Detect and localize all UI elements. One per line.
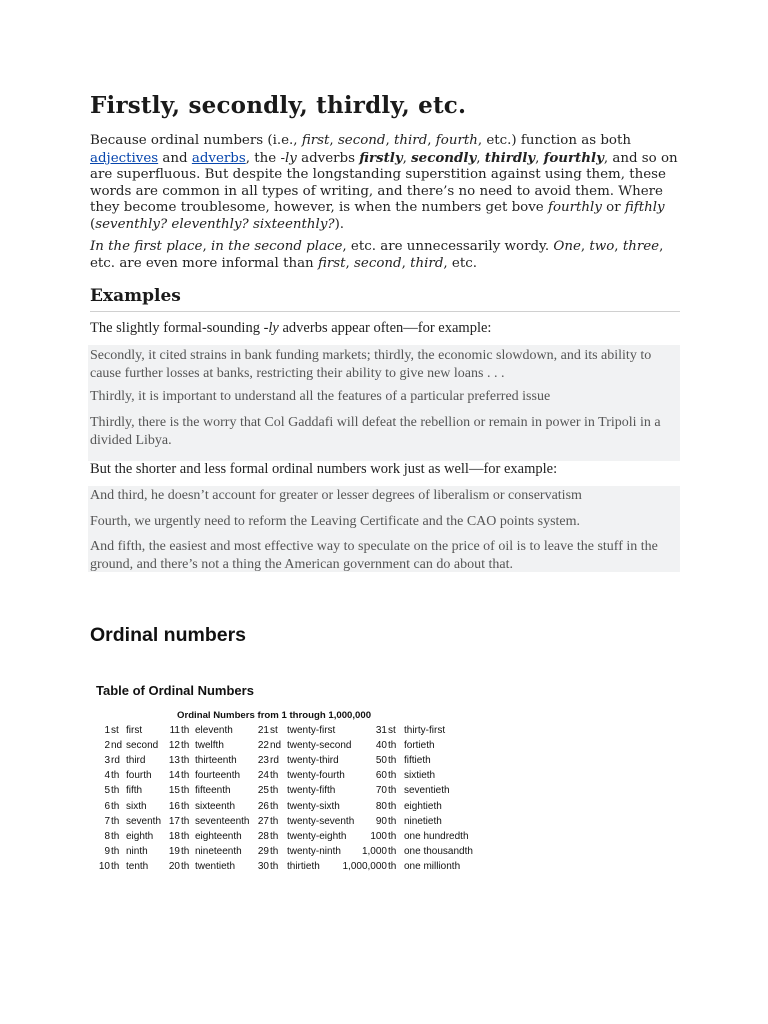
- ordinal-suffix: rd: [270, 755, 279, 767]
- ordinal-suffix: th: [111, 830, 120, 842]
- ordinal-suffix: th: [270, 785, 279, 797]
- ordinal-number: 27: [257, 815, 269, 827]
- ordinal-number: 28: [257, 830, 269, 842]
- quote-item: And third, he doesn’t account for greater or lesser degrees of liberalism or conservatism: [90, 488, 582, 503]
- ordinal-word: tenth: [126, 860, 149, 872]
- page-title: Firstly, secondly, thirdly, etc.: [90, 92, 467, 119]
- ordinal-word: one millionth: [404, 860, 461, 872]
- ordinal-word: twenty-ninth: [287, 845, 341, 857]
- ordinal-word: twenty-seventh: [287, 815, 355, 827]
- ordinal-suffix: th: [181, 785, 190, 797]
- ordinal-number: 2: [104, 740, 110, 752]
- examples-intro-ordinal: But the shorter and less formal ordinal numbers work just as well—for example:: [90, 461, 558, 477]
- ordinal-suffix: th: [181, 740, 190, 752]
- adverbs-link[interactable]: adverbs: [191, 150, 246, 166]
- ordinal-word: seventh: [126, 815, 162, 827]
- ordinal-number: 29: [257, 845, 269, 857]
- ordinal-number: 50: [375, 755, 387, 767]
- quote-item: And fifth, the easiest and most effective way to speculate on the price of oil is to leave the stuff in the ground, and there’s not a thing the American government can do about that.: [90, 539, 658, 572]
- ordinal-number: 26: [257, 800, 269, 812]
- ordinal-number: 17: [168, 815, 180, 827]
- ordinal-word: ninetieth: [404, 815, 442, 827]
- ordinal-number: 20: [168, 860, 180, 872]
- ordinal-suffix: th: [270, 845, 279, 857]
- ordinal-word: twelfth: [195, 740, 224, 752]
- ordinal-word: twenty-fifth: [287, 785, 336, 797]
- section-divider: [90, 311, 680, 312]
- ordinal-suffix: th: [111, 845, 120, 857]
- ordinal-suffix: th: [111, 860, 120, 872]
- ordinal-suffix: th: [181, 860, 190, 872]
- ordinal-number: 5: [104, 785, 110, 797]
- examples-intro-ly: The slightly formal-sounding -ly adverbs appear often—for example:: [90, 320, 492, 336]
- quote-item: Secondly, it cited strains in bank funding markets; thirdly, the economic slowdown, and its ability to cause further losses at banks, restricting their ability to give new loans . . .: [90, 348, 652, 381]
- ordinal-number: 9: [104, 845, 110, 857]
- ordinal-suffix: th: [388, 740, 397, 752]
- ordinal-number: 8: [104, 830, 110, 842]
- ordinal-word: first: [126, 725, 143, 736]
- ordinal-word: eighth: [126, 830, 154, 842]
- ordinal-suffix: th: [181, 770, 190, 782]
- ordinal-number: 15: [168, 785, 180, 797]
- ordinal-number: 14: [168, 770, 180, 782]
- ordinal-word: seventieth: [404, 785, 450, 797]
- wordy-note-paragraph: In the first place, in the second place, etc. are unnecessarily wordy. One, two, three, etc. are even more informal than first, second, third, etc.: [90, 239, 664, 271]
- ordinal-word: second: [126, 740, 159, 752]
- quote-item: Fourth, we urgently need to reform the Leaving Certificate and the CAO points system.: [90, 514, 581, 529]
- ordinal-word: twenty-sixth: [287, 800, 340, 812]
- ordinal-suffix: th: [111, 800, 120, 812]
- quote-item: Thirdly, there is the worry that Col Gaddafi will defeat the rebellion or remain in power in Tripoli in a divided Libya.: [90, 415, 661, 448]
- ordinal-word: eleventh: [195, 725, 233, 736]
- intro-paragraph: Because ordinal numbers (i.e., first, second, third, fourth, etc.) function as both adjectives and adverbs, the -ly adverbs firstly, secondly, thirdly, fourthly, and so on are superfluous. But despite the longstanding superstition against using them, these words are common in all types of writing, and there’s no need to avoid them. Where they become troublesome, however, is when the numbers get bove fourthly or fifthly (seventhly? eleventhly? sixteenthly?).: [90, 133, 678, 232]
- ordinal-word: ninth: [126, 845, 148, 857]
- ordinal-number: 100: [370, 830, 387, 842]
- ordinal-number: 18: [168, 830, 180, 842]
- adjectives-link[interactable]: adjectives: [90, 150, 159, 166]
- ordinal-word: fourth: [126, 770, 152, 782]
- table-title: Table of Ordinal Numbers: [96, 683, 254, 698]
- ordinal-number: 25: [257, 785, 269, 797]
- ordinal-suffix: th: [111, 770, 120, 782]
- ordinal-suffix: th: [388, 830, 397, 842]
- ordinal-word: eighteenth: [195, 830, 242, 842]
- ordinal-suffix: th: [181, 815, 190, 827]
- ordinal-word: nineteenth: [195, 845, 242, 857]
- ordinal-number: 60: [375, 770, 387, 782]
- ordinal-suffix: nd: [270, 740, 282, 752]
- ordinal-suffix: st: [388, 725, 396, 736]
- examples-heading: Examples: [90, 286, 181, 306]
- ordinal-suffix: th: [388, 860, 397, 872]
- ordinal-suffix: th: [388, 785, 397, 797]
- ordinal-word: thirteenth: [195, 755, 237, 767]
- ordinal-suffix: nd: [111, 740, 123, 752]
- ordinal-suffix: th: [181, 830, 190, 842]
- ordinal-numbers-heading: Ordinal numbers: [90, 624, 247, 646]
- ordinal-word: thirtieth: [287, 860, 320, 872]
- ordinal-suffix: th: [388, 800, 397, 812]
- ordinal-number: 30: [257, 860, 269, 872]
- ordinal-number: 1,000,000: [342, 860, 387, 872]
- ordinal-suffix: th: [270, 860, 279, 872]
- ordinal-suffix: th: [388, 815, 397, 827]
- ordinal-suffix: th: [270, 830, 279, 842]
- ordinal-suffix: th: [388, 845, 397, 857]
- ordinal-word: sixtieth: [404, 770, 436, 782]
- ordinal-suffix: th: [270, 800, 279, 812]
- ordinal-number: 4: [104, 770, 110, 782]
- ordinal-number: 90: [375, 815, 387, 827]
- quote-block-ly: [88, 345, 680, 461]
- quote-block-ordinal: [88, 486, 680, 572]
- ordinal-word: fiftieth: [404, 755, 431, 767]
- ordinal-number: 6: [104, 800, 110, 812]
- ordinal-word: thirty-first: [404, 725, 446, 736]
- quote-item: Thirdly, it is important to understand all the features of a particular preferred issue: [90, 389, 551, 404]
- ordinal-word: twentieth: [195, 860, 236, 872]
- ordinal-word: one thousandth: [404, 845, 473, 857]
- ordinal-word: fifth: [126, 785, 143, 797]
- ordinal-number: 13: [168, 755, 180, 767]
- ordinal-number: 24: [257, 770, 269, 782]
- ordinal-word: third: [126, 755, 146, 767]
- ordinal-word: eightieth: [404, 800, 442, 812]
- ordinal-word: twenty-eighth: [287, 830, 347, 842]
- table-subtitle: Ordinal Numbers from 1 through 1,000,000: [177, 710, 372, 721]
- ordinal-number: 1: [104, 725, 110, 736]
- ordinal-number: 3: [104, 755, 110, 767]
- ordinal-suffix: th: [270, 770, 279, 782]
- ordinal-suffix: th: [388, 770, 397, 782]
- ordinal-number: 80: [375, 800, 387, 812]
- ordinal-number: 40: [375, 740, 387, 752]
- ordinal-word: fifteenth: [195, 785, 231, 797]
- ordinal-suffix: th: [181, 725, 190, 736]
- ordinal-number: 22: [257, 740, 269, 752]
- ordinal-word: one hundredth: [404, 830, 469, 842]
- ordinal-number: 21: [257, 725, 269, 736]
- ordinal-word: fourteenth: [195, 770, 241, 782]
- ordinal-number: 11: [169, 725, 180, 736]
- ordinal-suffix: th: [111, 815, 120, 827]
- ordinal-suffix: th: [181, 755, 190, 767]
- ordinal-word: seventeenth: [195, 815, 250, 827]
- ordinal-number: 31: [375, 725, 387, 736]
- ordinal-number: 23: [257, 755, 269, 767]
- ordinal-number: 12: [168, 740, 180, 752]
- ordinal-number: 70: [375, 785, 387, 797]
- ordinal-word: twenty-third: [287, 755, 339, 767]
- ordinal-suffix: th: [270, 815, 279, 827]
- ordinal-word: twenty-second: [287, 740, 352, 752]
- ordinal-word: sixteenth: [195, 800, 236, 812]
- ordinal-suffix: th: [181, 800, 190, 812]
- ordinal-number: 16: [168, 800, 180, 812]
- ordinal-word: fortieth: [404, 740, 435, 752]
- ordinal-number: 10: [98, 860, 110, 872]
- ordinal-word: twenty-first: [287, 725, 336, 736]
- ordinal-suffix: rd: [111, 755, 120, 767]
- ordinal-suffix: th: [111, 785, 120, 797]
- ordinal-number: 7: [104, 815, 110, 827]
- ordinal-word: sixth: [126, 800, 147, 812]
- ordinal-suffix: st: [270, 725, 278, 736]
- ordinal-word: twenty-fourth: [287, 770, 345, 782]
- ordinal-suffix: th: [388, 755, 397, 767]
- ordinal-suffix: th: [181, 845, 190, 857]
- ordinal-number: 1,000: [361, 845, 387, 857]
- ordinal-number: 19: [168, 845, 180, 857]
- ordinal-suffix: st: [111, 725, 119, 736]
